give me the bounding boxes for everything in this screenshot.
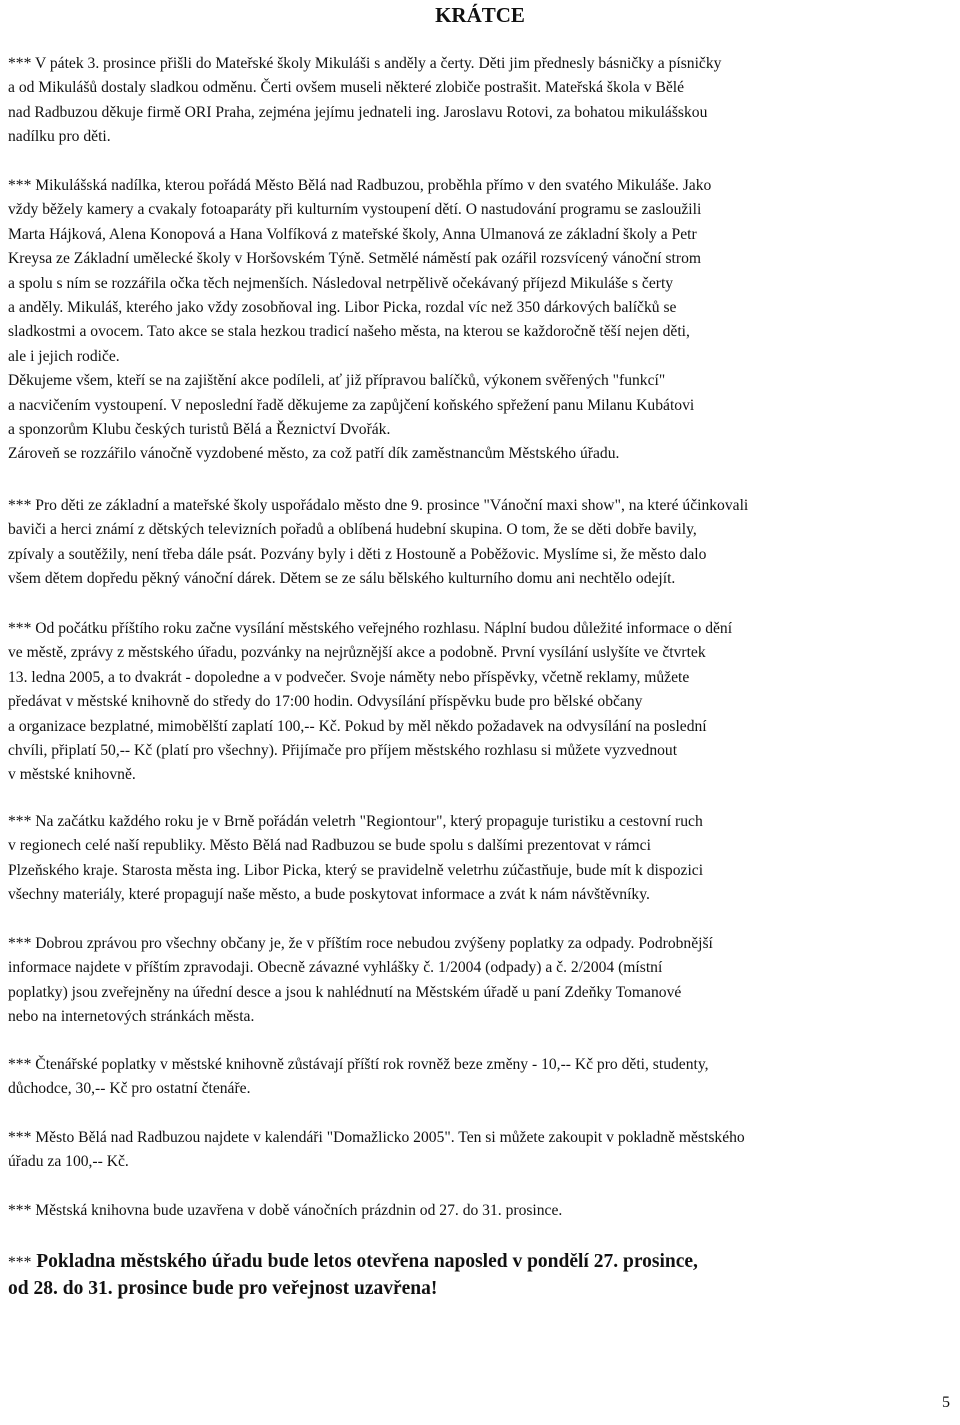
text-line: Děkujeme všem, kteří se na zajištění akce podíleli, ať již přípravou balíčků, výkonem svěřených "funkcí" xyxy=(8,372,666,390)
text-line: poplatky) jsou zveřejněny na úřední desce a jsou k nahlédnutí na Městském úřadě u paní Zdeňky Tomanové xyxy=(8,983,682,1001)
text-line: *** Pro děti ze základní a mateřské školy uspořádalo město dne 9. prosince "Vánoční maxi show", na které účinkovali xyxy=(8,497,749,514)
text-line: všem dětem dopředu pěkný vánoční dárek. Dětem se ze sálu bělského kulturního domu ani nechtělo odejít. xyxy=(8,570,676,588)
text-line: chvíli, připlatí 50,-- Kč (platí pro všechny). Přijímače pro příjem městského rozhlasu si můžete vyzvednout xyxy=(8,742,678,760)
text-line: důchodce, 30,-- Kč pro ostatní čtenáře. xyxy=(8,1080,251,1098)
text-line: a spolu s ním se rozzářila očka těch nejmenších. Následoval netrpělivě očekávaný příjezd Mikuláše s čerty xyxy=(8,274,674,292)
final-notice xyxy=(8,1249,948,1302)
text-line: úřadu za 100,-- Kč. xyxy=(8,1153,129,1171)
text-line: *** Na začátku každého roku je v Brně pořádán veletrh "Regiontour", který propaguje turistiku a cestovní ruch xyxy=(8,813,703,830)
page-number: 5 xyxy=(942,1394,950,1411)
text-line: *** Dobrou zprávou pro všechny občany je, že v příštím roce nebudou zvýšeny poplatky za odpady. Podrobnější xyxy=(8,935,713,952)
text-line: *** Mikulášská nadílka, kterou pořádá Město Bělá nad Radbuzou, proběhla přímo v den svatého Mikuláše. Jako xyxy=(8,177,712,194)
news-item-mikulas-school xyxy=(8,52,948,150)
text-line: ale i jejich rodiče. xyxy=(8,347,120,365)
stars-marker: *** xyxy=(8,1254,32,1271)
text-line: *** Městská knihovna bude uzavřena v době vánočních prázdnin od 27. do 31. prosince. xyxy=(8,1202,563,1219)
text-line: předávat v městské knihovně do středy do 17:00 hodin. Odvysílání příspěvku bude pro bělské občany xyxy=(8,693,643,711)
text-line: 13. ledna 2005, a to dvakrát - dopoledne a v podvečer. Svoje náměty nebo příspěvky, včetně reklamy, můžete xyxy=(8,668,690,686)
text-line: Pokladna městského úřadu bude letos otevřena naposled v pondělí 27. prosince, xyxy=(36,1251,698,1272)
text-line: Marta Hájková, Alena Konopová a Hana Volfíková z mateřské školy, Anna Ulmanová ze základní školy a Petr xyxy=(8,225,697,243)
page-title: KRÁTCE xyxy=(435,3,525,27)
text-line: *** Čtenářské poplatky v městské knihovně zůstávají příští rok rovněž beze změny - 10,-- Kč pro děti, studenty, xyxy=(8,1056,709,1073)
text-line: sladkostmi a ovocem. Tato akce se stala hezkou tradicí našeho města, na kterou se každoročně těší nejen děti, xyxy=(8,323,690,341)
text-line: Zároveň se rozzářilo vánočně vyzdobené město, za což patří dík zaměstnancům Městského úřadu. xyxy=(8,445,620,463)
text-line: a od Mikulášů dostaly sladkou odměnu. Čerti ovšem museli některé zlobiče postrašit. Mateřská škola v Bělé xyxy=(8,79,685,97)
news-item-library-fees xyxy=(8,1053,948,1102)
text-line: ve městě, zprávy z městského úřadu, pozvánky na nejrůznější akce a podobně. První vysílání uslyšíte ve čtvrtek xyxy=(8,644,706,662)
text-line: všechny materiály, které propagují naše město, a bude poskytovat informace a zvát k nám návštěvníky. xyxy=(8,886,650,904)
text-line: nebo na internetových stránkách města. xyxy=(8,1008,255,1026)
text-line: a nacvičením vystoupení. V neposlední řadě děkujeme za zapůjčení koňského spřežení panu Milanu Kubátovi xyxy=(8,396,695,414)
news-item-maxi-show xyxy=(8,494,948,592)
news-item-town-radio xyxy=(8,617,948,788)
text-line: od 28. do 31. prosince bude pro veřejnost uzavřena! xyxy=(8,1278,438,1299)
text-line: *** V pátek 3. prosince přišli do Mateřské školy Mikuláši s anděly a čerty. Děti jim přednesly básničky a písničky xyxy=(8,55,722,72)
text-line: zpívaly a soutěžily, není třeba dále psát. Pozvány byly i děti z Hostouně a Poběžovic. Myslíme si, že město dalo xyxy=(8,545,707,563)
text-line: baviči a herci známí z dětských televizních pořadů a oblíbená hudební skupina. O tom, že se děti dobře bavily, xyxy=(8,521,697,539)
news-item-regiontour xyxy=(8,810,948,908)
text-line: nad Radbuzou děkuje firmě ORI Praha, zejména jejímu jednateli ing. Jaroslavu Rotovi, za bohatou mikulášskou xyxy=(8,103,708,121)
final-notice-line xyxy=(8,1249,948,1276)
text-line: informace najdete v příštím zpravodaji. Obecně závazné vyhlášky č. 1/2004 (odpady) a č. 2/2004 (místní xyxy=(8,959,663,977)
text-line: nadílku pro děti. xyxy=(8,128,111,146)
text-line: vždy běžely kamery a cvakaly fotoaparáty při kulturním vystoupení dětí. O nastudování programu se zasloužili xyxy=(8,201,702,219)
text-line: a organizace bezplatné, mimobělští zaplatí 100,-- Kč. Pokud by měl někdo požadavek na odvysílání na poslední xyxy=(8,717,707,735)
text-line: a sponzorům Klubu českých turistů Bělá a Řeznictví Dvořák. xyxy=(8,421,391,439)
news-item-mikulas-town xyxy=(8,174,948,467)
news-item-waste-fees xyxy=(8,932,948,1030)
news-item-library-closed xyxy=(8,1199,948,1223)
text-line: v regionech celé naší republiky. Město Bělá nad Radbuzou se bude spolu s dalšími prezentovat v rámci xyxy=(8,837,651,855)
text-line: v městské knihovně. xyxy=(8,766,136,784)
text-line: Plzeňského kraje. Starosta města ing. Libor Picka, který se pravidelně veletrhu zúčastňuje, bude mít k dispozici xyxy=(8,861,704,879)
text-line: a anděly. Mikuláš, kterého jako vždy zosobňoval ing. Libor Picka, rozdal víc než 350 dárkových balíčků se xyxy=(8,299,677,317)
text-line: *** Od počátku příštího roku začne vysílání městského veřejného rozhlasu. Náplní budou důležité informace o dění xyxy=(8,620,733,637)
text-line: *** Město Bělá nad Radbuzou najdete v kalendáři "Domažlicko 2005". Ten si můžete zakoupit v pokladně městského xyxy=(8,1129,745,1146)
text-line: Kreysa ze Základní umělecké školy v Horšovském Týně. Setmělé náměstí pak ozářil rozsvícený vánoční strom xyxy=(8,250,701,268)
news-item-calendar xyxy=(8,1126,948,1175)
